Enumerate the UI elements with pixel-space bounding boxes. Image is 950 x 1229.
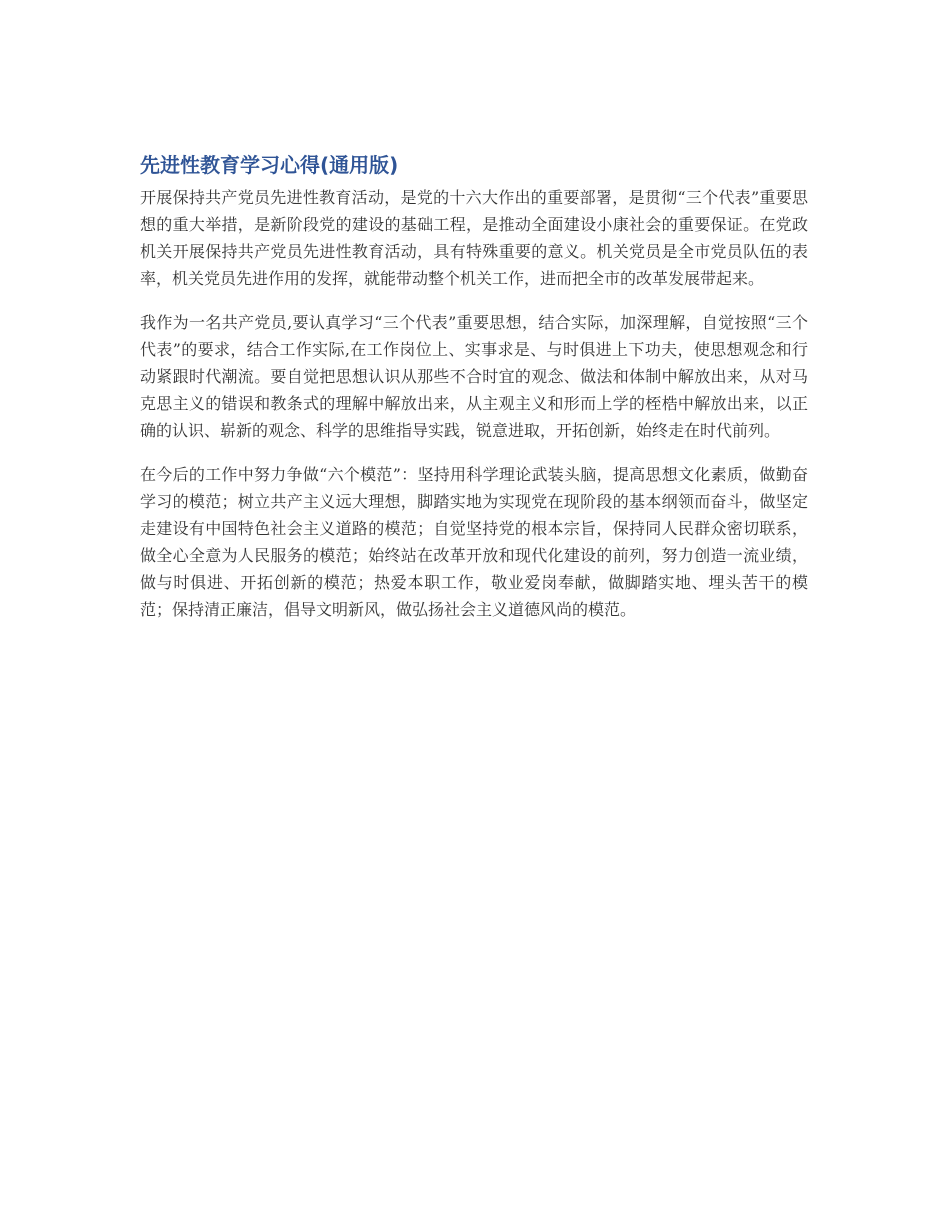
document-body xyxy=(140,150,808,640)
paragraph-3: 在今后的工作中努力争做“六个模范”：坚持用科学理论武装头脑，提高思想文化素质，做勤奋学习的模范；树立共产主义远大理想，脚踏实地为实现党在现阶段的基本纲领而奋斗，做坚定走建设有中国特色社会主义道路的模范；自觉坚持党的根本宗旨，保持同人民群众密切联系，做全心全意为人民服务的模范；始终站在改革开放和现代化建设的前列，努力创造一流业绩，做与时俱进、开拓创新的模范；热爱本职工作，敬业爱岗奉献，做脚踏实地、埋头苦干的模范；保持清正廉洁，倡导文明新风，做弘扬社会主义道德风尚的模范。 xyxy=(140,465,808,619)
paragraph-2: 我作为一名共产党员,要认真学习“三个代表”重要思想，结合实际，加深理解，自觉按照“三个代表”的要求，结合工作实际,在工作岗位上、实事求是、与时俱进上下功夫，使思想观念和行动紧跟时代潮流。要自觉把思想认识从那些不合时宜的观念、做法和体制中解放出来，从对马克思主义的错误和教条式的理解中解放出来，从主观主义和形而上学的桎梏中解放出来，以正确的认识、崭新的观念、科学的思维指导实践，锐意进取，开拓创新，始终走在时代前列。 xyxy=(140,313,808,440)
document-title: 先进性教育学习心得(通用版) xyxy=(140,153,399,177)
paragraph-1: 开展保持共产党员先进性教育活动，是党的十六大作出的重要部署，是贯彻“三个代表”重要思想的重大举措，是新阶段党的建设的基础工程，是推动全面建设小康社会的重要保证。在党政机关开展保持共产党员先进性教育活动，具有特殊重要的意义。机关党员是全市党员队伍的表率，机关党员先进作用的发挥，就能带动整个机关工作，进而把全市的改革发展带起来。 xyxy=(140,188,808,288)
